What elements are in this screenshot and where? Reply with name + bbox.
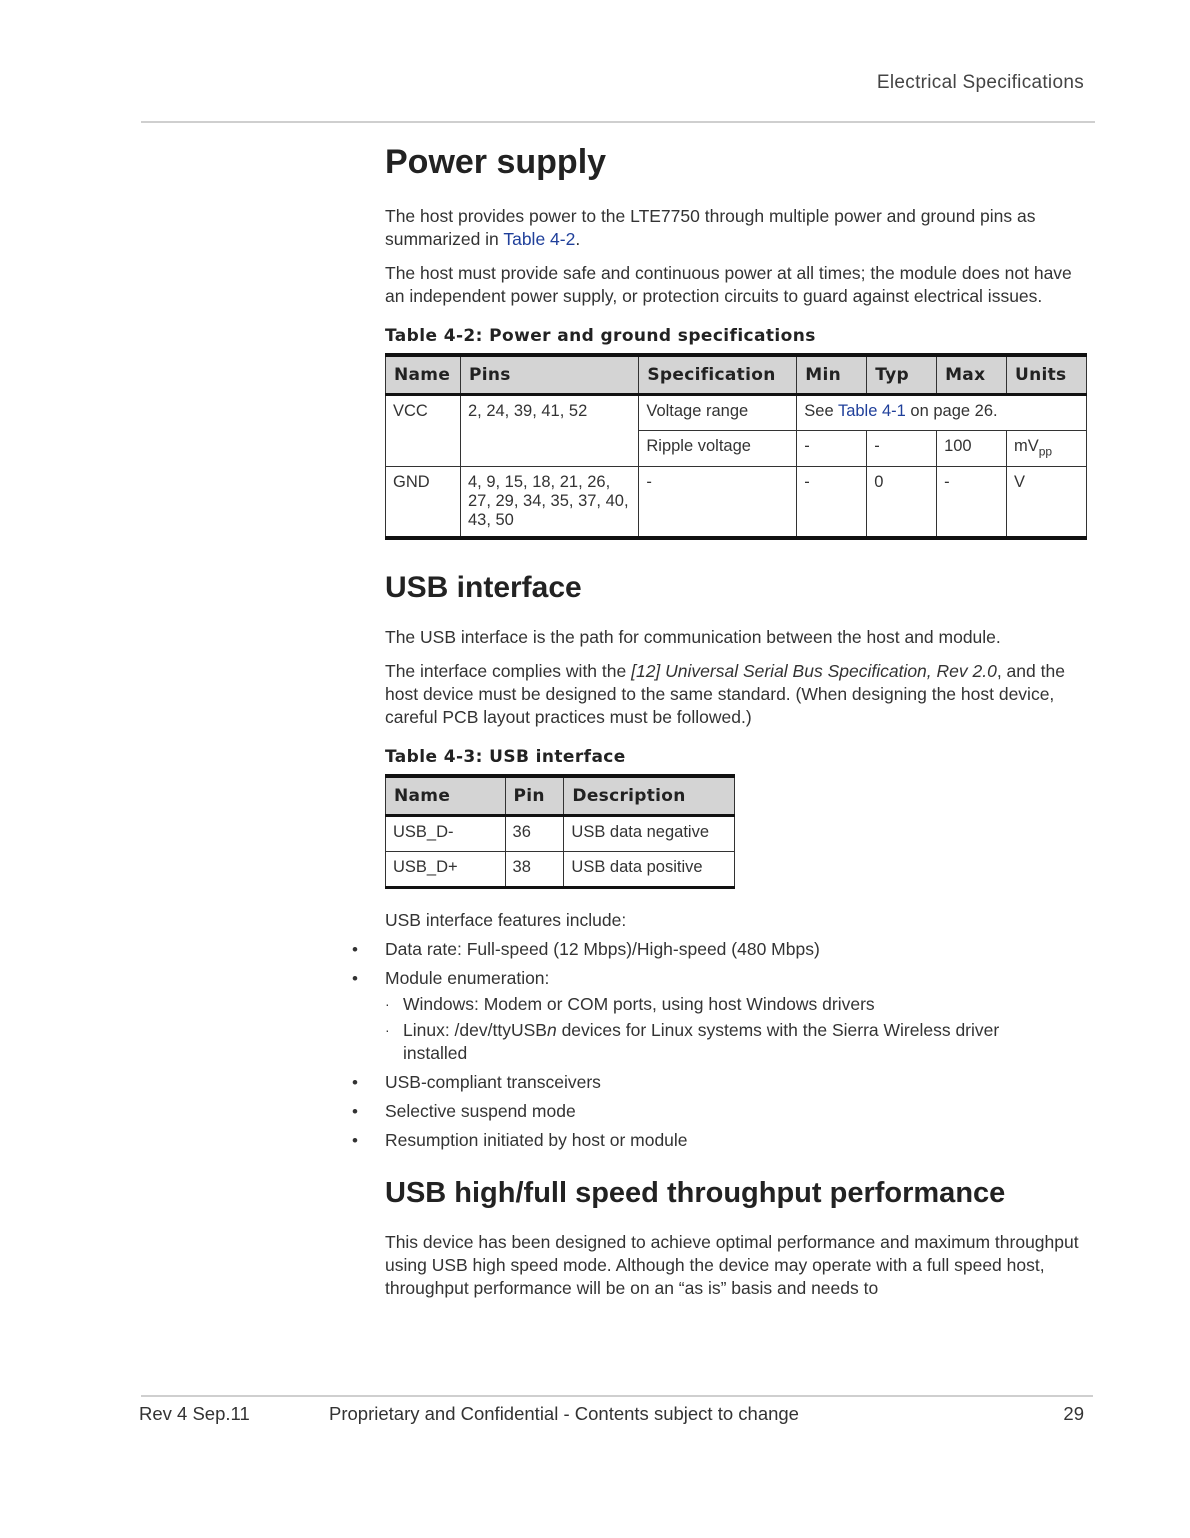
gnd-units-cell: V [1007,466,1087,538]
usb-interface-heading: USB interface [385,570,582,604]
table-header-row [386,355,1087,395]
table-row [386,466,1087,538]
col-header-max: Max [937,355,1007,395]
enumeration-sublist [385,993,1052,1065]
usb-interface-table [385,774,735,889]
page-number: 29 [1063,1403,1084,1424]
power-supply-paragraph-2: The host must provide safe and continuous power at all times; the module does not have an independent power supply, or protection circuits to guard against electrical issues. [385,262,1072,306]
table-row [386,394,1087,430]
col-header-units: Units [1007,355,1087,395]
table-4-1-link[interactable]: Table 4-1 [837,401,906,420]
footer-notice: Proprietary and Confidential - Contents subject to change [329,1403,799,1424]
usb-throughput-heading: USB high/full speed throughput performance [385,1176,1006,1209]
list-item: • Module enumeration: · Windows: Modem or COM ports, using host Windows drivers · Linux: /dev/ttyUSBn devices for Linux systems with the Sierra Wireless driver installed [350,967,1052,1065]
usb-features-intro: USB interface features include: [385,909,627,930]
list-item: · Windows: Modem or COM ports, using host Windows drivers [385,993,875,1014]
vcc-see-table-cell: See Table 4-1 on page 26. [797,394,1087,430]
usb-description-cell: USB data positive [564,851,735,887]
footer-revision: Rev 4 Sep.11 [139,1403,250,1424]
table-row [386,851,735,887]
table-row [386,815,735,851]
col-header-specification: Specification [639,355,797,395]
usb-name-cell: USB_D- [386,815,506,851]
footer-rule [141,1395,1093,1397]
vcc-ripple-voltage-cell: Ripple voltage [639,430,797,466]
bullet-icon: • [352,1072,358,1092]
vcc-voltage-range-cell: Voltage range [639,394,797,430]
usb-pin-cell: 38 [505,851,564,887]
table-4-3-caption: Table 4-3: USB interface [385,746,626,767]
usb-description-cell: USB data negative [564,815,735,851]
list-item: • USB-compliant transceivers [352,1071,601,1092]
table-header-row [386,776,735,816]
header-rule [141,121,1095,123]
gnd-pins-cell: 4, 9, 15, 18, 21, 26, 27, 29, 34, 35, 37, 40, 43, 50 [460,466,638,538]
usb-spec-reference: [12] Universal Serial Bus Specification, Rev 2.0 [631,660,997,681]
main-content [352,130,1087,1300]
ripple-max-cell: 100 [937,430,1007,466]
ripple-typ-cell: - [867,430,937,466]
list-item: • Data rate: Full-speed (12 Mbps)/High-speed (480 Mbps) [352,938,820,959]
list-item: • Selective suspend mode [352,1100,576,1121]
col-header-name: Name [386,355,461,395]
list-item: · Linux: /dev/ttyUSBn devices for Linux systems with the Sierra Wireless driver installed [385,1019,1000,1063]
ripple-min-cell: - [797,430,867,466]
product-name: LTE7750 [630,205,700,226]
running-header: Electrical Specifications [876,72,1084,93]
bullet-icon: • [352,939,358,959]
usb-interface-paragraph-2: The interface complies with the [12] Universal Serial Bus Specification, Rev 2.0, and the host device must be designed to the same standard. (When designing the host device, careful PCB layout practices must be followed.) [385,660,1065,727]
col-header-min: Min [797,355,867,395]
usb-interface-paragraph-1: The USB interface is the path for communication between the host and module. [385,626,1001,647]
vcc-name-cell: VCC [386,394,461,466]
gnd-min-cell: - [797,466,867,538]
list-item: • Resumption initiated by host or module [352,1129,688,1150]
gnd-typ-cell: 0 [867,466,937,538]
sub-bullet-icon: · [385,995,390,1012]
vcc-pins-cell: 2, 24, 39, 41, 52 [460,394,638,466]
col-header-pins: Pins [460,355,638,395]
ripple-units-cell: $mV_{pp}$ [1007,430,1087,466]
power-ground-table [385,353,1087,540]
bullet-icon: • [352,968,358,988]
usb-name-cell: USB_D+ [386,851,506,887]
col-header-pin: Pin [505,776,564,816]
usb-pin-cell: 36 [505,815,564,851]
table-4-2-caption: Table 4-2: Power and ground specifications [385,325,816,346]
bullet-icon: • [352,1130,358,1150]
col-header-typ: Typ [867,355,937,395]
col-header-name: Name [386,776,506,816]
col-header-description: Description [564,776,735,816]
usb-features-list [352,938,1087,1152]
power-supply-paragraph-1: The host provides power to the LTE7750 through multiple power and ground pins as summarized in Table 4-2. [385,205,1036,249]
gnd-spec-cell: - [639,466,797,538]
gnd-name-cell: GND [386,466,461,538]
power-supply-heading: Power supply [385,143,607,181]
bullet-icon: • [352,1101,358,1121]
sub-bullet-icon: · [385,1021,390,1038]
gnd-max-cell: - [937,466,1007,538]
table-4-2-link[interactable]: Table 4-2 [503,228,576,249]
usb-throughput-paragraph: This device has been designed to achieve optimal performance and maximum throughput using USB high speed mode. Although the device may operate with a full speed host, throughput performance will be on an “as is” basis and needs to [385,1231,1079,1298]
